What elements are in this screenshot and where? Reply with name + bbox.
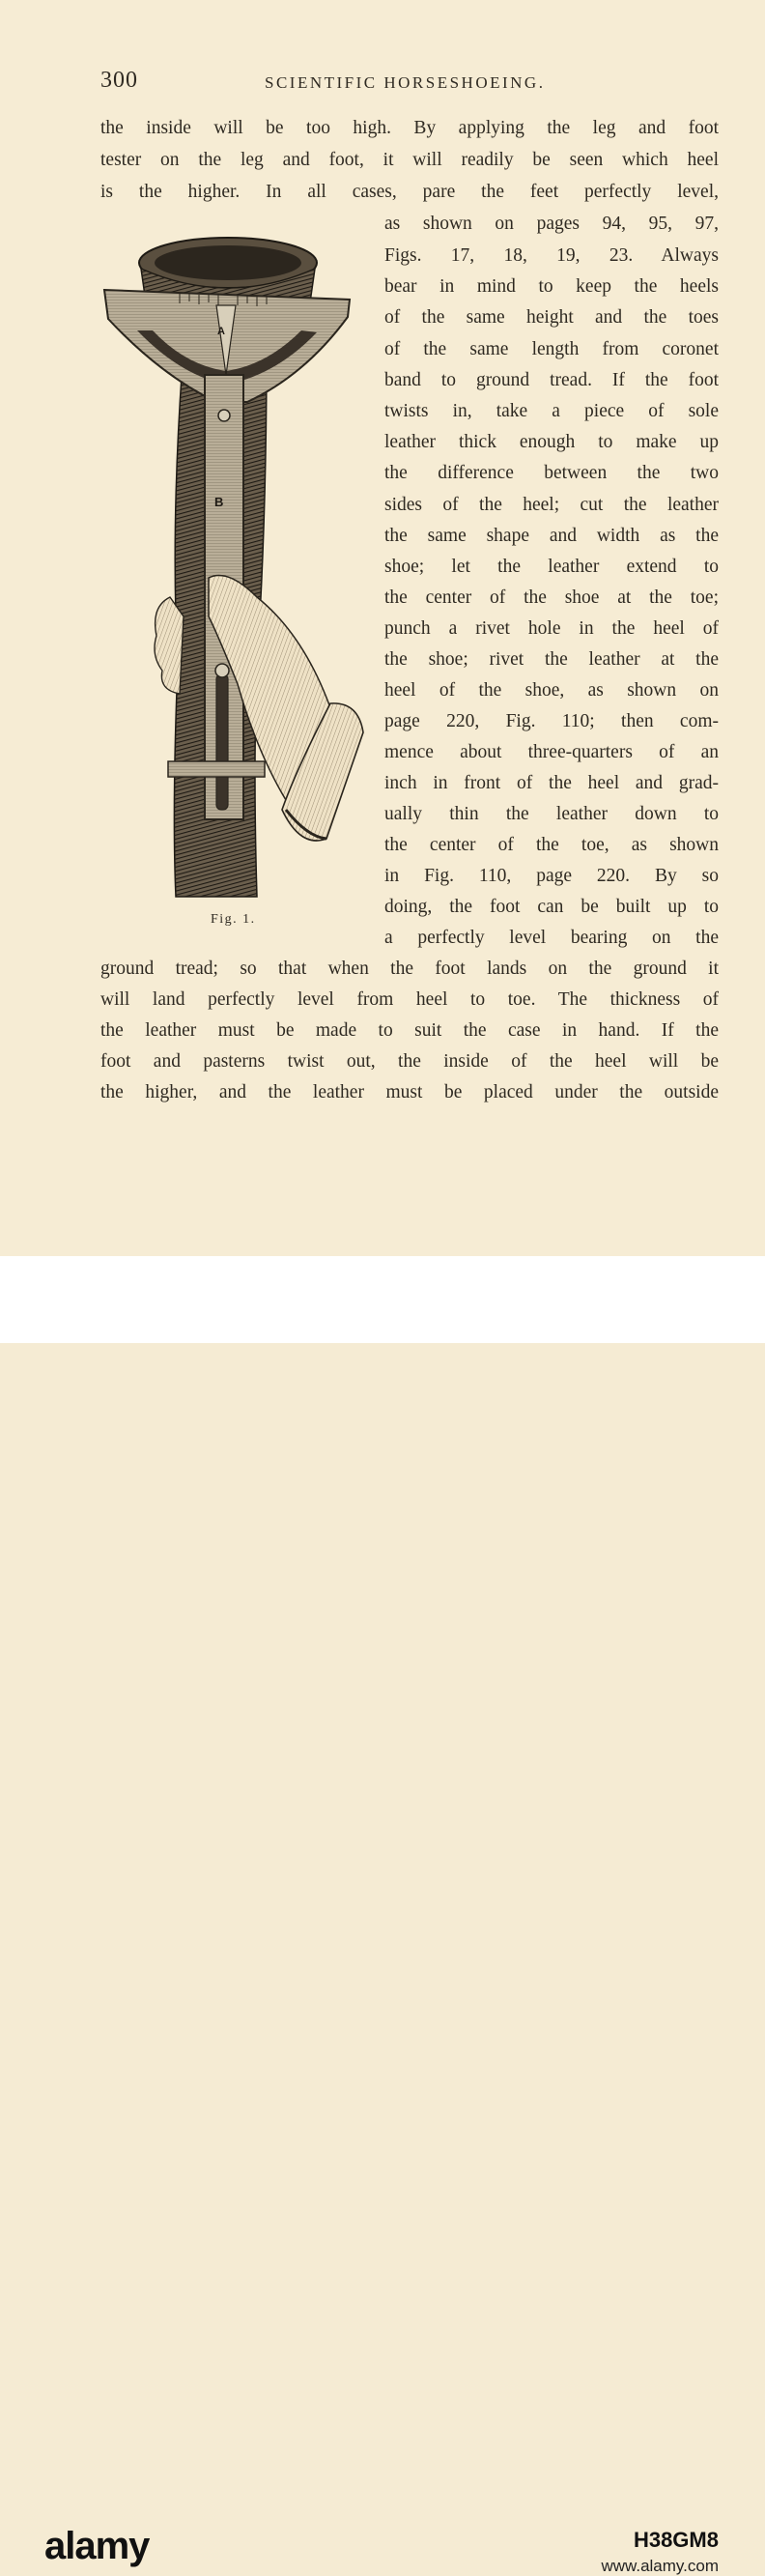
text-line: the difference between the two: [384, 463, 719, 483]
text-line: the leather must be made to suit the case in hand. If the: [100, 1020, 719, 1041]
text-line: doing, the foot can be built up to: [384, 897, 719, 917]
text-line: twists in, take a piece of sole: [384, 401, 719, 421]
page-header: [100, 68, 719, 97]
text-line: the center of the shoe at the toe;: [384, 587, 719, 608]
text-line: tester on the leg and foot, it will readily be seen which heel: [100, 150, 719, 170]
alamy-logo: alamy: [44, 2525, 150, 2567]
text-line: page 220, Fig. 110; then com-: [384, 711, 719, 731]
text-line: is the higher. In all cases, pare the feet perfectly level,: [100, 182, 719, 202]
figure-caption: Fig. 1.: [211, 912, 256, 927]
label-a: A: [217, 326, 225, 337]
text-line: the center of the toe, as shown: [384, 835, 719, 855]
text-line: shoe; let the leather extend to: [384, 557, 719, 577]
text-line: Figs. 17, 18, 19, 23. Always: [384, 245, 719, 266]
text-line: of the same height and the toes: [384, 307, 719, 328]
label-b: B: [214, 495, 224, 509]
text-line: the same shape and width as the: [384, 526, 719, 546]
text-line: in Fig. 110, page 220. By so: [384, 866, 719, 886]
running-title: SCIENTIFIC HORSESHOEING.: [265, 73, 546, 92]
book-page: [0, 0, 765, 1256]
stock-url: www.alamy.com: [601, 2557, 719, 2575]
page-number: 300: [100, 68, 138, 93]
text-line: a perfectly level bearing on the: [384, 928, 719, 948]
leg-foot-tester-illustration: [102, 230, 373, 906]
text-line: mence about three-quarters of an: [384, 742, 719, 762]
stock-image-id: H38GM8: [633, 2528, 719, 2552]
text-line: the inside will be too high. By applying the leg and foot: [100, 118, 719, 138]
text-line: punch a rivet hole in the heel of: [384, 618, 719, 639]
text-line: foot and pasterns twist out, the inside of the heel will be: [100, 1051, 719, 1072]
text-line: ground tread; so that when the foot lands on the ground it: [100, 959, 719, 979]
text-line: the shoe; rivet the leather at the: [384, 649, 719, 670]
text-line: heel of the shoe, as shown on: [384, 680, 719, 701]
watermark-bar: [0, 1256, 765, 2575]
text-line: of the same length from coronet: [384, 339, 719, 359]
text-line: the higher, and the leather must be placed under the outside: [100, 1082, 719, 1102]
text-line: sides of the heel; cut the leather: [384, 495, 719, 515]
text-line: band to ground tread. If the foot: [384, 370, 719, 390]
text-line: inch in front of the heel and grad-: [384, 773, 719, 793]
text-line: bear in mind to keep the heels: [384, 276, 719, 297]
text-line: leather thick enough to make up: [384, 432, 719, 452]
text-line: as shown on pages 94, 95, 97,: [384, 214, 719, 234]
text-line: will land perfectly level from heel to toe. The thickness of: [100, 989, 719, 1010]
text-line: ually thin the leather down to: [384, 804, 719, 824]
